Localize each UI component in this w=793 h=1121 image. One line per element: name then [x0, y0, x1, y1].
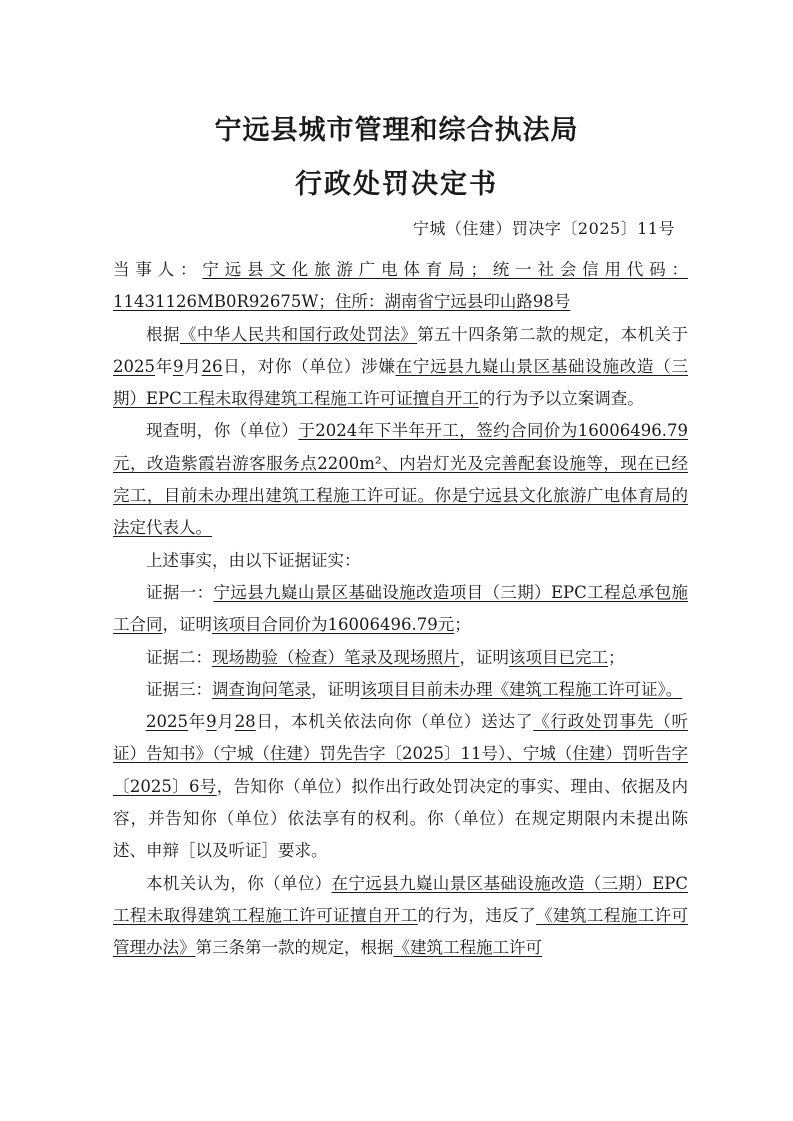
violating-conduct: 在宁远县九嶷山景区基础设施改造（三期）EPC工程未取得建筑工程施工许可证擅自开工 [113, 873, 689, 925]
credit-code: 11431126MB0R92675W [113, 292, 319, 312]
findings-facts: 于2024年下半年开工，签约合同价为16006496.79元，改造紫霞岩游客服务点2200m²、内岩灯光及完善配套设施等，现在已经完工，目前未办理出建筑工程施工许可证。你是宁远县文化旅游广电体育局的法定代表人。 [113, 421, 688, 538]
document-number: 宁城（住建）罚决字〔2025〕11号 [412, 219, 675, 238]
notice-paragraph [113, 706, 688, 867]
notice-text: ，告知你（单位）拟作出行政处罚决定的事实、理由、依据及内容，并告知你（单位）依法享有的权利。你（单位）在规定期限内未提出陈述、申辩［以及听证］要求。 [113, 776, 688, 861]
notice-text: 年 [188, 712, 207, 732]
evidence-label: 证据二： [146, 647, 212, 667]
filing-text: 第五十四条第二款的规定，本机关于 [417, 324, 689, 344]
credit-code-label: 统一社会信用代码： [486, 260, 689, 279]
filing-text: 日，对你（单位）涉嫌 [222, 356, 396, 376]
notice-day: 28 [234, 712, 256, 732]
alleged-conduct: 在宁远县九嶷山景区基础设施改造（三期）EPC工程未取得建筑工程施工许可证擅自开工 [113, 356, 689, 409]
evidence-proves: 该项目已完工 [509, 647, 608, 667]
address-label: ；住所： [318, 292, 385, 312]
evidence-document: 现场勘验（检查）笔录及现场照片 [212, 647, 460, 667]
party-label: 当事人： [113, 260, 203, 279]
document-body [113, 254, 688, 965]
party-paragraph [113, 254, 688, 319]
evidence-text: ，证明 [162, 615, 212, 635]
filing-text: 年 [155, 356, 173, 376]
evidence-label: 证据三： [146, 679, 212, 699]
notice-document: 《行政处罚事先（听证）告知书》 [113, 712, 689, 764]
evidence-proves: 该项目合同价为16006496.79元 [212, 615, 455, 635]
filing-text: 根据 [146, 324, 180, 344]
evidence-text: ； [608, 647, 625, 667]
filing-paragraph [113, 319, 688, 416]
evidence-text: ； [454, 615, 471, 635]
filing-text: 的行为予以立案调查。 [478, 389, 644, 409]
evidence-proves: 该项目目前未办理《建筑工程施工许可证》。 [360, 679, 683, 699]
notice-text: 日，本机关依法向你（单位）送达了 [255, 712, 534, 732]
party-address: 湖南省宁远县印山路98号 [384, 292, 571, 312]
evidence-text: ，证明 [459, 647, 509, 667]
evidence-intro: 上述事实，由以下证据证实： [146, 550, 361, 570]
filing-year: 2025 [113, 356, 155, 376]
penalty-basis: 《建筑工程施工许可 [393, 938, 542, 958]
decision-paragraph [113, 868, 688, 965]
evidence-item [113, 577, 688, 642]
evidence-document: 宁远县九嶷山景区基础设施改造项目（三期）EPC工程总承包施工合同 [113, 582, 688, 635]
violated-regulation: 《建筑工程施工许可管理办法》 [113, 905, 689, 958]
notice-year: 2025 [146, 712, 188, 732]
decision-text: 的行为，违反了 [417, 905, 537, 925]
party-name: 宁远县文化旅游广电体育局； [202, 260, 487, 279]
findings-paragraph [113, 415, 688, 544]
document-type-title: 行政处罚决定书 [295, 169, 498, 200]
decision-text: 第三条第一款的规定，根据 [195, 938, 394, 958]
evidence-item [113, 674, 688, 706]
filing-text: 月 [183, 356, 202, 376]
filing-day: 26 [201, 356, 223, 376]
decision-text: 本机关认为，你（单位） [146, 873, 332, 893]
evidence-text: ，证明 [311, 679, 361, 699]
findings-text: 现查明，你（单位） [146, 421, 299, 441]
notice-text: 月 [216, 712, 235, 732]
notice-reference: （宁城（住建）罚先告字〔2025〕11号）、宁城（住建）罚听告字〔2025〕6号 [113, 744, 688, 796]
notice-month: 9 [206, 712, 217, 732]
evidence-document: 调查询问笔录 [212, 679, 311, 699]
legal-basis-law: 《中华人民共和国行政处罚法》 [179, 324, 418, 344]
evidence-item [113, 642, 688, 674]
filing-month: 9 [172, 356, 184, 376]
evidence-label: 证据一： [146, 582, 214, 602]
agency-title: 宁远县城市管理和综合执法局 [214, 115, 579, 146]
